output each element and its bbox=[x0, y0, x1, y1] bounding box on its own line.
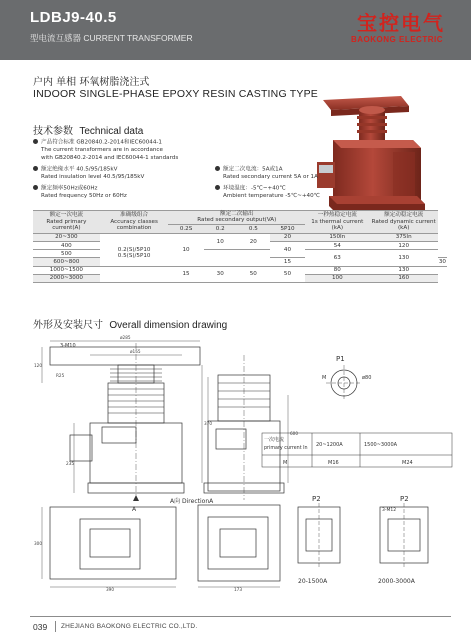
drawing-title-cn: 外形及安装尺寸 bbox=[33, 320, 103, 331]
brand-logo bbox=[327, 7, 445, 51]
tech-item: 产品符合标准 GB20840.2-2014和IEC60044-1 The current transformers are in accordance with GB20840.2-2014 and IEC60044-1 standards bbox=[33, 139, 263, 162]
thread-head-cn: 一次电流 bbox=[264, 437, 285, 443]
col-header-thermal: 一秒热稳定电流 1s thermal current (kA) bbox=[305, 211, 369, 234]
table-row: 500 63 130 bbox=[33, 250, 447, 258]
bullet-icon bbox=[33, 185, 38, 190]
bullet-icon bbox=[33, 166, 38, 171]
product-title-cn: 户内 单相 环氧树脂浇注式 bbox=[33, 77, 150, 88]
page-footer bbox=[0, 613, 471, 640]
product-photo bbox=[293, 92, 453, 222]
label-m12: 3-M12 bbox=[382, 508, 397, 513]
label-p2-small: P2 bbox=[312, 495, 321, 503]
svg-text:600: 600 bbox=[290, 431, 298, 436]
company-name: ZHEJIANG BAOKONG ELECTRIC CO.,LTD. bbox=[61, 623, 198, 630]
header-band bbox=[0, 0, 471, 60]
model-title: LDBJ9-40.5 bbox=[30, 9, 117, 26]
thread-val2: M24 bbox=[402, 460, 413, 466]
col-header-primary: 额定一次电流 Rated primary current(A) bbox=[33, 211, 100, 234]
svg-text:ø285: ø285 bbox=[120, 335, 131, 340]
col-header-output: 额定二次输出 Rated secondary output(VA) bbox=[168, 211, 305, 225]
spec-table bbox=[33, 210, 447, 283]
col-header-dynamic: 额定动稳定电流 Rated dynamic current (kA) bbox=[370, 211, 438, 234]
label-p2-large: P2 bbox=[400, 495, 409, 503]
col-header-02s: 0.2S bbox=[168, 224, 203, 233]
label-a-arrow: A bbox=[132, 506, 137, 513]
terminal-plate bbox=[50, 347, 200, 365]
svg-text:ø155: ø155 bbox=[130, 349, 141, 354]
model-subtitle: 型电流互感器 CURRENT TRANSFORMER bbox=[30, 33, 193, 43]
brand-name-cn: 宝控电气 bbox=[357, 11, 445, 35]
svg-text:370: 370 bbox=[204, 421, 212, 426]
label-d80: ø80 bbox=[362, 375, 372, 381]
tech-title-en: Technical data bbox=[79, 126, 144, 137]
thread-head-en: primary current In bbox=[264, 446, 308, 451]
table-row: 20~300 0.2(S)/5P10 0.5(S)/5P10 10 10 20 20 150In 375In bbox=[33, 233, 447, 241]
col-header-02: 0.2 bbox=[204, 224, 237, 233]
label-m: M bbox=[322, 375, 327, 381]
col-header-05: 0.5 bbox=[237, 224, 270, 233]
table-row: 1000~1500 15 30 50 50 80 130 bbox=[33, 266, 447, 274]
product-title-en: INDOOR SINGLE-PHASE EPOXY RESIN CASTING TYPE bbox=[33, 88, 318, 100]
bullet-icon bbox=[33, 139, 38, 144]
label-p1: P1 bbox=[336, 355, 345, 363]
svg-text:173: 173 bbox=[234, 587, 242, 592]
label-m10: 3-M10 bbox=[60, 343, 76, 349]
thread-row-label: M bbox=[283, 460, 288, 466]
col-header-5p10: 5P10 bbox=[270, 224, 305, 233]
brand-name-en: BAOKONG ELECTRIC bbox=[351, 35, 443, 44]
footer-separator bbox=[55, 621, 56, 632]
thread-col2: 1500~3000A bbox=[364, 442, 398, 448]
tech-item: 额定绝缘水平 40.5/95/185kV Rated insulation level 40.5/95/185kV bbox=[33, 166, 213, 182]
label-range-small: 20-1500A bbox=[298, 578, 328, 585]
tech-section-title bbox=[33, 122, 143, 137]
footer-divider bbox=[30, 616, 451, 617]
thread-col1: 20~1200A bbox=[316, 442, 343, 448]
svg-text:120: 120 bbox=[34, 363, 42, 368]
tech-title-cn: 技术参数 bbox=[33, 126, 73, 137]
table-row: 400 40 54 120 bbox=[33, 242, 447, 250]
table-row: 2000~3000 100 160 bbox=[33, 274, 447, 282]
tech-item: 额定频率50Hz或60Hz Rated frequency 50Hz or 60Hz bbox=[33, 185, 213, 201]
bullet-icon bbox=[215, 166, 220, 171]
direction-arrow bbox=[133, 495, 139, 501]
tech-item: 环境温度：-5℃~+40℃ Ambient temperature -5℃~+40℃ bbox=[215, 185, 395, 201]
svg-text:235: 235 bbox=[66, 461, 74, 466]
label-direction-a: A向 DirectionA bbox=[170, 498, 214, 505]
svg-text:R25: R25 bbox=[56, 373, 65, 378]
col-header-accuracy: 准确级组合 Accuracy classes combination bbox=[100, 211, 169, 234]
thread-val1: M16 bbox=[328, 460, 339, 466]
drawing-section-title bbox=[33, 316, 227, 331]
accuracy-cell: 0.2(S)/5P10 0.5(S)/5P10 bbox=[100, 233, 169, 266]
page-number: 039 bbox=[33, 622, 48, 632]
label-range-large: 2000-3000A bbox=[378, 578, 415, 585]
bullet-icon bbox=[215, 185, 220, 190]
tech-item: 额定二次电流：5A或1A Rated secondary current 5A or 1A bbox=[215, 166, 395, 182]
svg-text:390: 390 bbox=[106, 587, 114, 592]
dimension-drawing bbox=[30, 335, 454, 593]
svg-text:300: 300 bbox=[34, 541, 42, 546]
drawing-title-en: Overall dimension drawing bbox=[109, 320, 228, 331]
table-row: 600~800 15 30 bbox=[33, 258, 447, 266]
